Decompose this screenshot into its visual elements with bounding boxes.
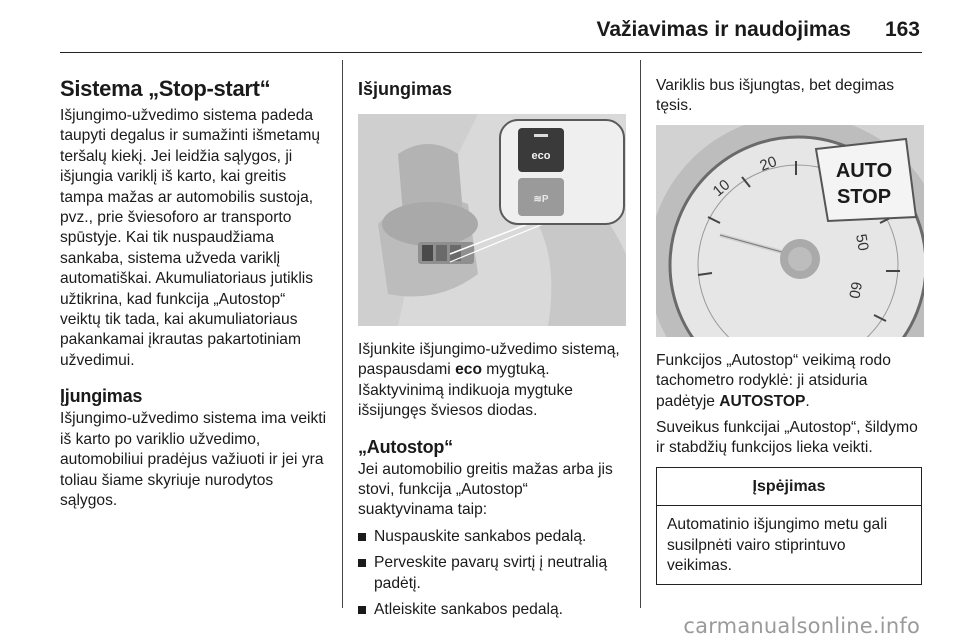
warning-body: Automatinio išjungimo metu gali susilpnėti vairo stiprintuvo veikimas. — [667, 516, 888, 575]
console-figure — [358, 114, 626, 326]
engine-off-paragraph: Variklis bus išjungtas, bet degimas tęsis. — [656, 77, 895, 115]
tachometer-figure — [656, 125, 924, 337]
warning-box — [656, 467, 922, 586]
bullet-square-icon — [358, 559, 366, 567]
gear-console-illustration — [358, 114, 626, 326]
autostop-steps — [358, 527, 626, 621]
enable-paragraph: Išjungimo-užvedimo sistema ima veikti iš karto po variklio užvedimo, automobiliui pradėjus važiuoti ir jei yra toliau šiame skyriuje nurodytos sąlygos. — [60, 410, 327, 509]
autostop-paragraph: Jei automobilio greitis mažas arba jis stovi, funkcija „Autostop“ suaktyvinama taip: — [358, 460, 613, 519]
column-right — [656, 60, 924, 585]
auto-label: AUTO — [835, 159, 893, 182]
svg-text:10: 10 — [709, 176, 734, 200]
header-rule — [60, 52, 922, 53]
park-assist-icon: ≋P — [533, 194, 549, 205]
svg-text:20: 20 — [757, 152, 780, 175]
tachometer-illustration — [656, 125, 924, 337]
page-number: 163 — [884, 18, 920, 41]
intro-paragraph: Išjungimo-užvedimo sistema padeda taupyti degalus ir sumažinti išmetamų teršalų kiekį. Jei leidžia sąlygos, ji išjungia variklį iš karto, kai greitis tampa mažas ar automobilis sustoja, pvz., prie šviesoforo ar transporto spūstyje. Kai tik nuspaudžiama sankaba, sistema užveda variklį automatiškai. Akumuliatoriaus jutiklis užtikrina, kad funkcija „Autostop“ veiktų tik tada, kai akumuliatoriaus pakankamai įkrautas pakartotiniam užvedimui. — [60, 107, 321, 369]
section-title: Sistema „Stop-start“ — [60, 76, 271, 101]
enable-heading: Įjungimas — [60, 386, 143, 407]
list-item: Nuspauskite sankabos pedalą. — [358, 527, 626, 547]
column-divider — [342, 60, 343, 608]
bullet-square-icon — [358, 606, 366, 614]
list-item: Perveskite pavarų svirtį į neutralią padėtį. — [358, 553, 626, 594]
column-divider — [640, 60, 641, 608]
svg-text:60: 60 — [845, 280, 865, 300]
warning-title: Įspėjimas — [657, 468, 921, 506]
column-middle — [358, 60, 626, 626]
column-left — [60, 60, 330, 517]
tacho-paragraph: Funkcijos „Autostop“ veikimą rodo tachometro rodyklė: ji atsiduria padėtyje AUTOSTOP. — [656, 351, 891, 410]
disable-paragraph: Išjunkite išjungimo-užvedimo sistemą, paspausdami eco mygtuką. Išaktyvinimą indikuoja mygtuke išsijungęs šviesos diodas. — [358, 341, 620, 420]
autostop-keyword: AUTOSTOP — [719, 392, 806, 410]
eco-button-label: eco — [531, 150, 551, 162]
list-item: Atleiskite sankabos pedalą. — [358, 600, 626, 620]
disable-heading: Išjungimas — [358, 79, 453, 99]
svg-text:50: 50 — [852, 232, 872, 252]
running-title: Važiavimas ir naudojimas — [596, 18, 851, 41]
bullet-square-icon — [358, 533, 366, 541]
running-header — [597, 18, 921, 48]
autostop-heading: „Autostop“ — [358, 436, 453, 457]
watermark: carmanualsonline.info — [683, 614, 920, 638]
limits-paragraph: Suveikus funkcijai „Autostop“, šildymo ir stabdžių funkcijos lieka veikti. — [656, 419, 918, 457]
stop-label: STOP — [836, 185, 892, 208]
eco-keyword: eco — [455, 361, 482, 379]
